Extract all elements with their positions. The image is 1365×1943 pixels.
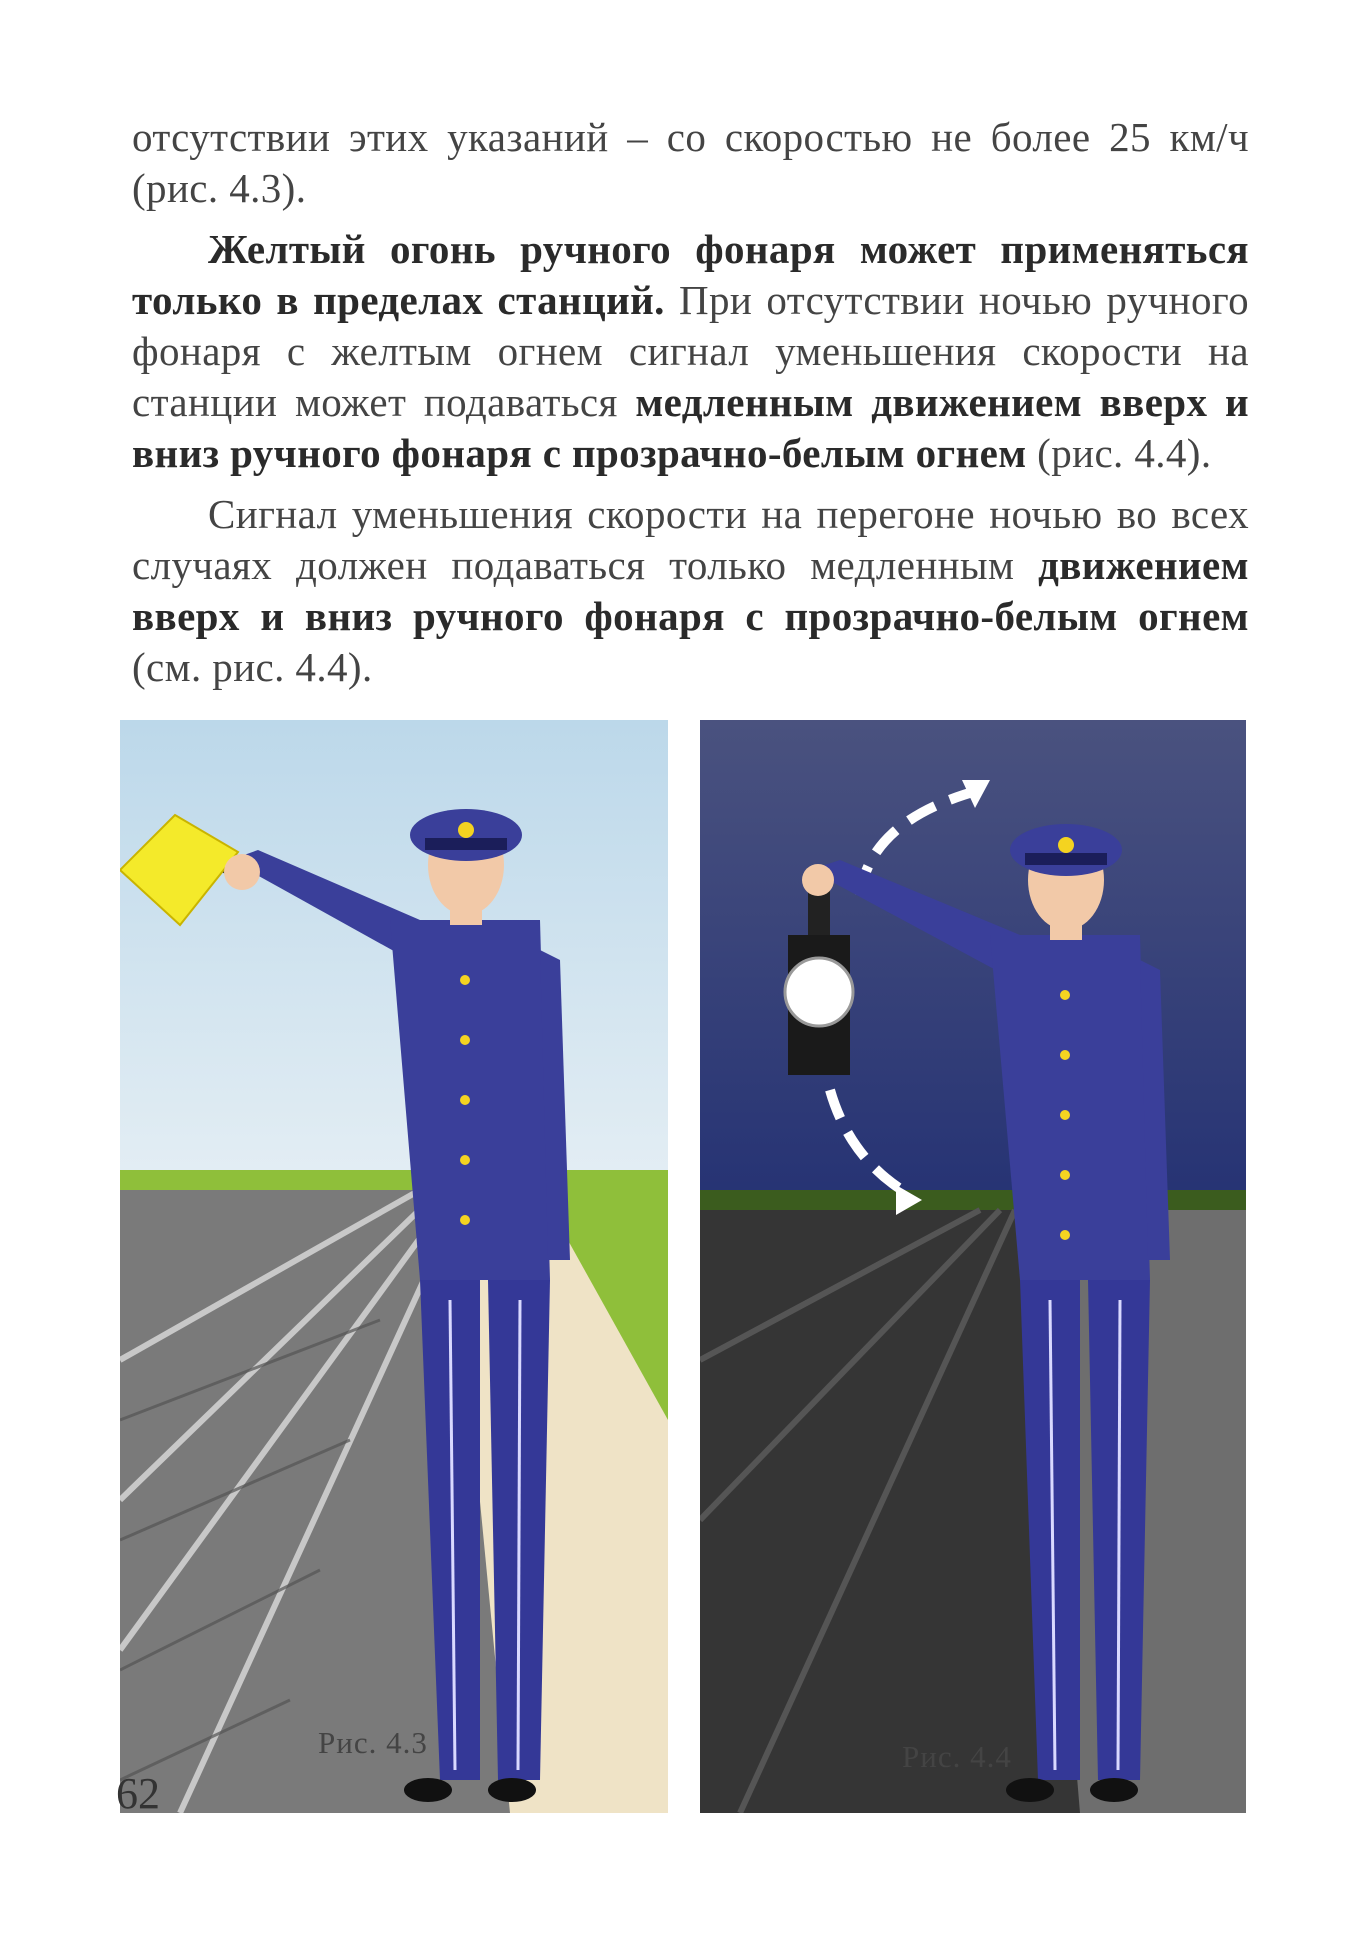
- paragraph-2-bold-1: Желтый огонь ручного фонаря может применяться только в пределах станций.: [132, 226, 1249, 323]
- page-number: 62: [116, 1769, 160, 1818]
- paragraph-1-text: отсутствии этих указаний – со скоростью не более 25 км/ч (рис. 4.3).: [132, 114, 1249, 211]
- paragraph-2-text-1: При отсутствии ночью ручного фонаря с желтым огнем сигнал уменьшения скорости на станции может подаваться: [132, 277, 1249, 425]
- hand-night: [802, 864, 834, 896]
- paragraph-3-bold-1: движением вверх и вниз ручного фонаря с прозрачно-белым огнем: [132, 542, 1249, 639]
- white-lantern-light: [785, 958, 853, 1026]
- right-shoe-night: [1090, 1778, 1138, 1802]
- paragraph-2: [132, 224, 1249, 479]
- paragraph-1: [132, 112, 1249, 214]
- figure-4-3-illustration: [120, 720, 668, 1813]
- railway-worker-yellow-flag-image: [120, 720, 668, 1813]
- cap-badge-night: [1058, 837, 1074, 853]
- body-text: [132, 112, 1249, 703]
- paragraph-3-text-2: (см. рис. 4.4).: [132, 644, 373, 690]
- railway-worker-lantern-image: [700, 720, 1246, 1813]
- right-shoe: [488, 1778, 536, 1802]
- cap-badge: [458, 822, 474, 838]
- paragraph-3-text-1: Сигнал уменьшения скорости на перегоне ночью во всех случаях должен подаваться только медленным: [132, 491, 1249, 588]
- left-shoe-night: [1006, 1778, 1054, 1802]
- paragraph-2-text-2: (рис. 4.4).: [1026, 430, 1212, 476]
- figure-4-3-caption: Рис. 4.3: [318, 1725, 428, 1760]
- paragraph-2-bold-2: медленным движением вверх и вниз ручного фонаря с прозрачно-белым огнем: [132, 379, 1249, 476]
- figure-4-4-illustration: [700, 720, 1246, 1813]
- paragraph-3: [132, 489, 1249, 693]
- left-shoe: [404, 1778, 452, 1802]
- hand: [224, 854, 260, 890]
- figure-4-4-caption: Рис. 4.4: [902, 1739, 1012, 1774]
